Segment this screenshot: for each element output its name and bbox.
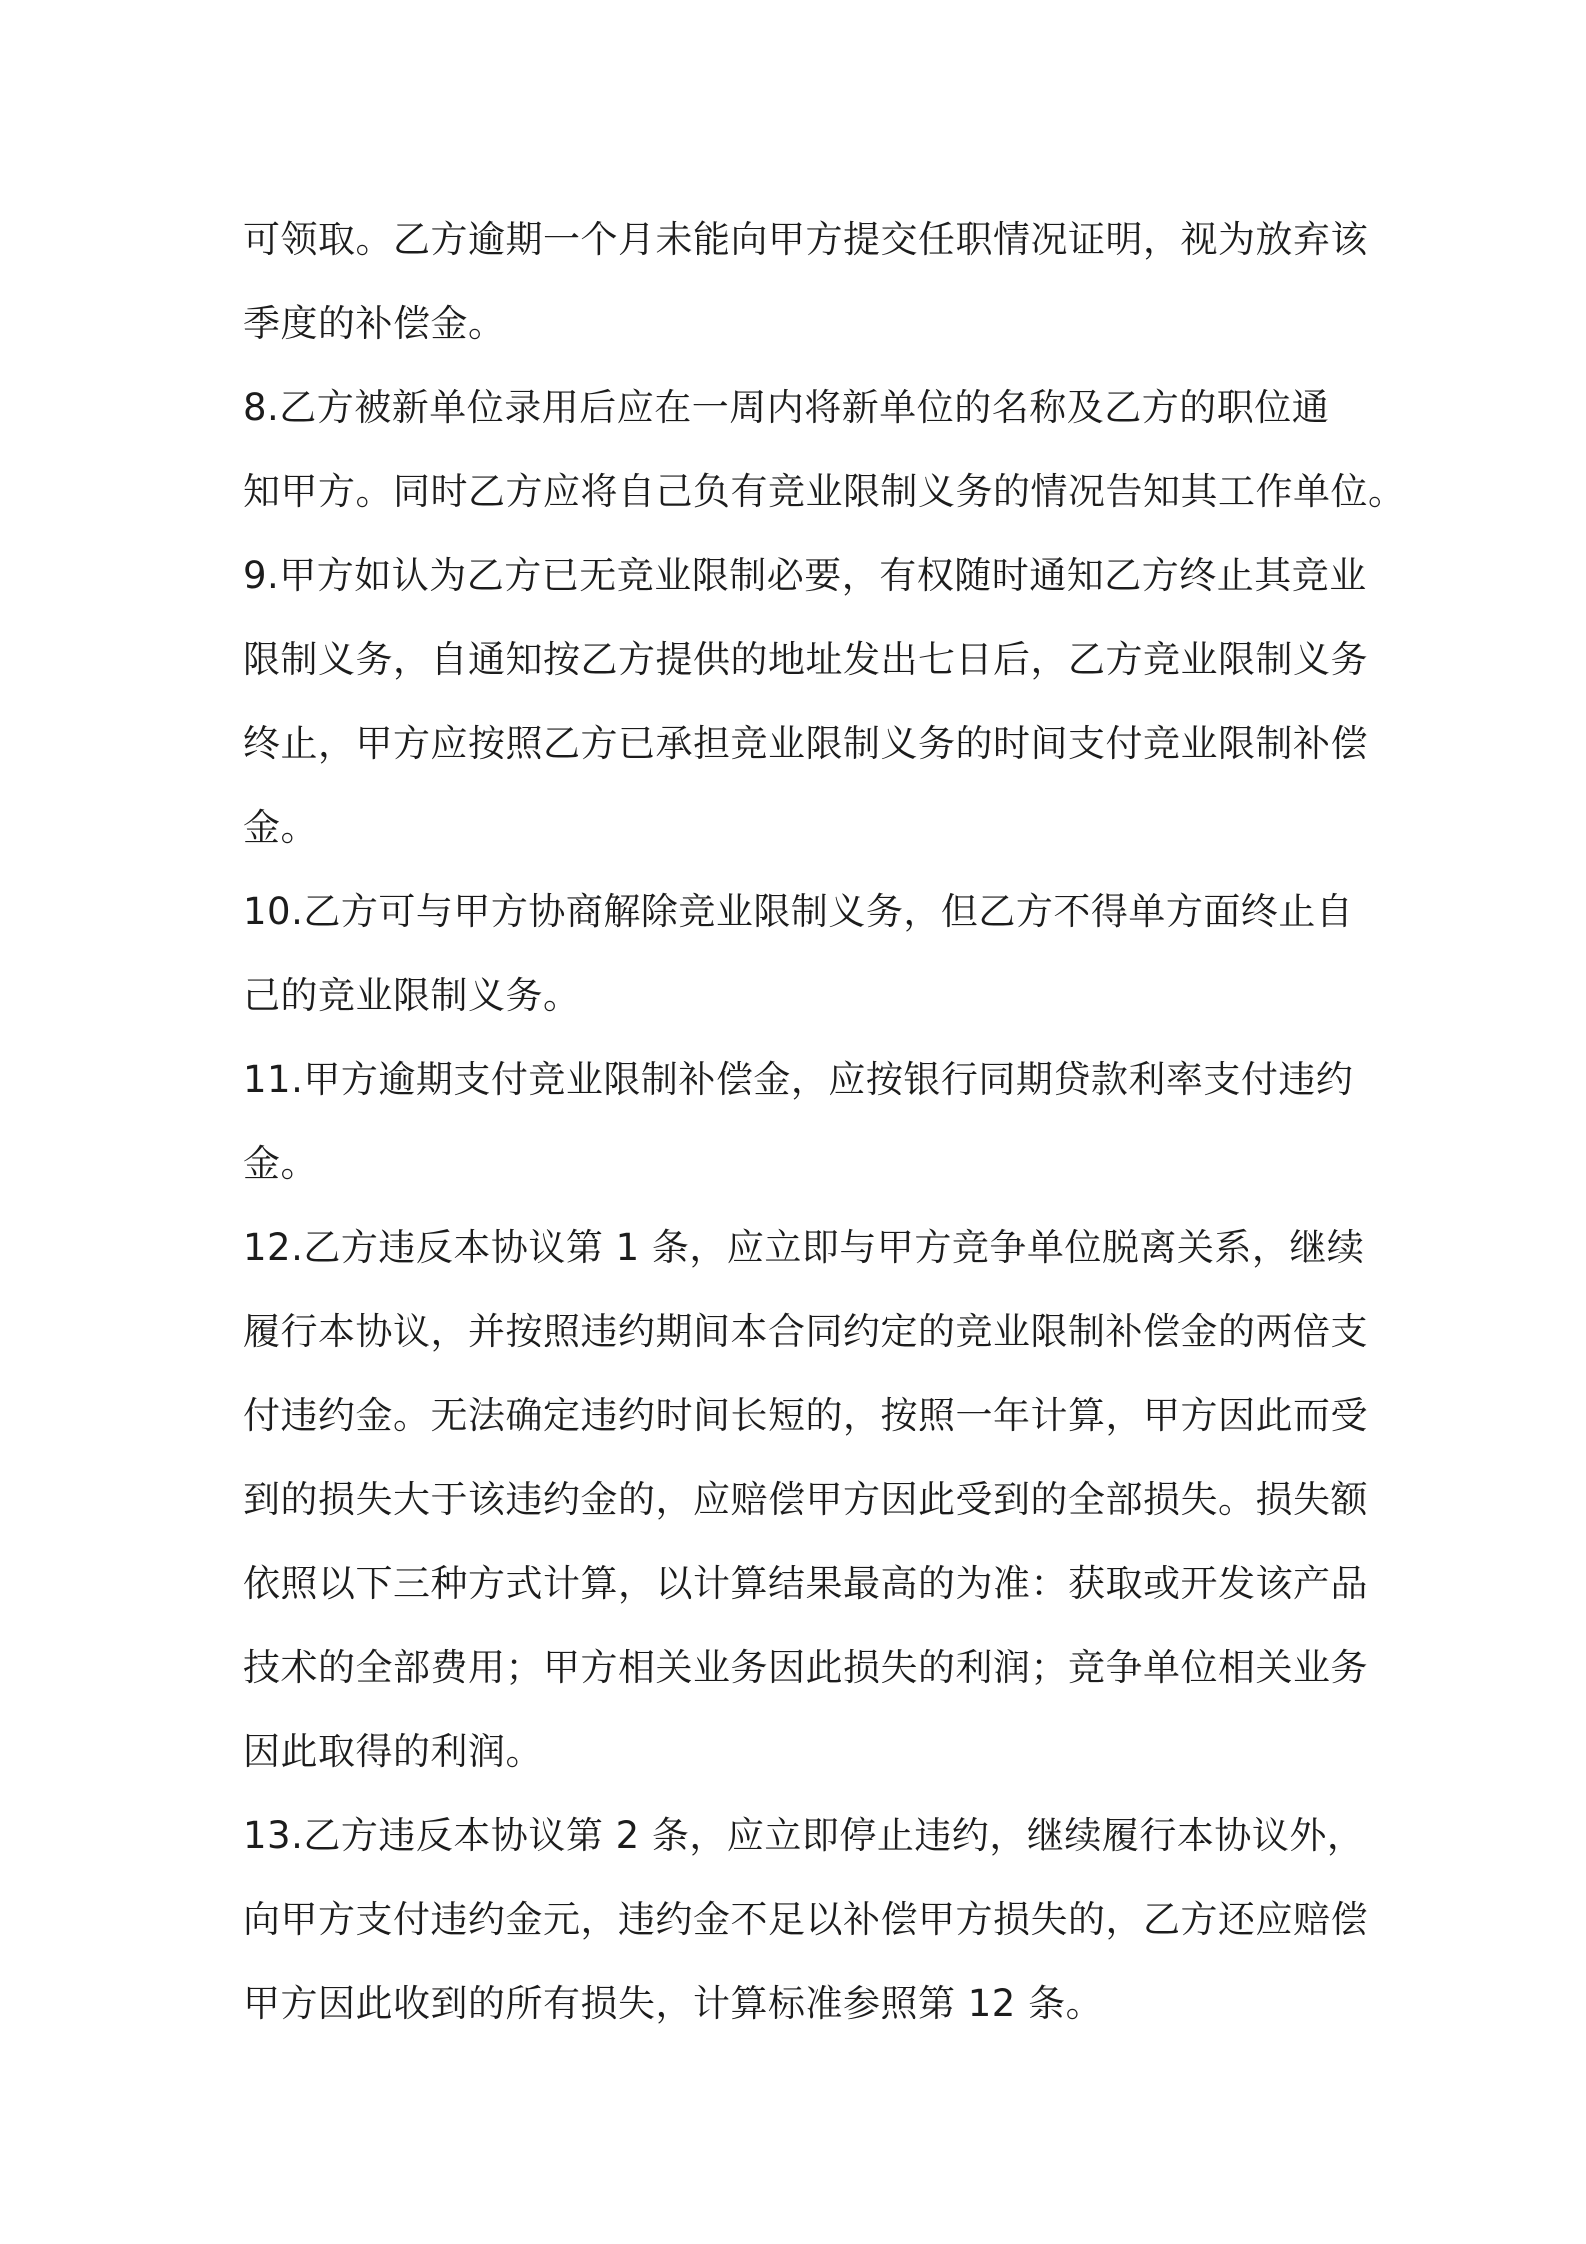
text-line: 金。 [243,806,318,849]
text-line: 依照以下三种方式计算，以计算结果最高的为准：获取或开发该产品 [243,1562,1368,1605]
text-line: 12.乙方违反本协议第 1 条，应立即与甲方竞争单位脱离关系，继续 [243,1226,1365,1269]
text-line: 限制义务，自通知按乙方提供的地址发出七日后，乙方竞业限制义务 [243,638,1368,681]
text-line: 向甲方支付违约金元，违约金不足以补偿甲方损失的，乙方还应赔偿 [243,1898,1368,1941]
text-line: 13.乙方违反本协议第 2 条，应立即停止违约，继续履行本协议外， [243,1814,1365,1857]
text-line: 10.乙方可与甲方协商解除竞业限制义务，但乙方不得单方面终止自 [243,890,1354,933]
text-line: 到的损失大于该违约金的，应赔偿甲方因此受到的全部损失。损失额 [243,1478,1368,1521]
text-line: 付违约金。无法确定违约时间长短的，按照一年计算，甲方因此而受 [243,1394,1368,1437]
text-line: 8.乙方被新单位录用后应在一周内将新单位的名称及乙方的职位通 [243,386,1330,429]
text-line: 可领取。乙方逾期一个月未能向甲方提交任职情况证明，视为放弃该 [243,218,1368,261]
text-line: 知甲方。同时乙方应将自己负有竞业限制义务的情况告知其工作单位。 [243,470,1406,513]
text-line: 9.甲方如认为乙方已无竞业限制必要，有权随时通知乙方终止其竞业 [243,554,1367,597]
text-line: 终止，甲方应按照乙方已承担竞业限制义务的时间支付竞业限制补偿 [243,722,1368,765]
text-line: 甲方因此收到的所有损失，计算标准参照第 12 条。 [243,1982,1104,2025]
text-line: 履行本协议，并按照违约期间本合同约定的竞业限制补偿金的两倍支 [243,1310,1368,1353]
document-body [243,198,1406,2046]
text-line: 季度的补偿金。 [243,302,506,345]
text-line: 技术的全部费用；甲方相关业务因此损失的利润；竞争单位相关业务 [243,1646,1368,1689]
text-line: 因此取得的利润。 [243,1730,543,1773]
text-line: 金。 [243,1142,318,1185]
text-line: 己的竞业限制义务。 [243,974,581,1017]
text-line: 11.甲方逾期支付竞业限制补偿金，应按银行同期贷款利率支付违约 [243,1058,1354,1101]
